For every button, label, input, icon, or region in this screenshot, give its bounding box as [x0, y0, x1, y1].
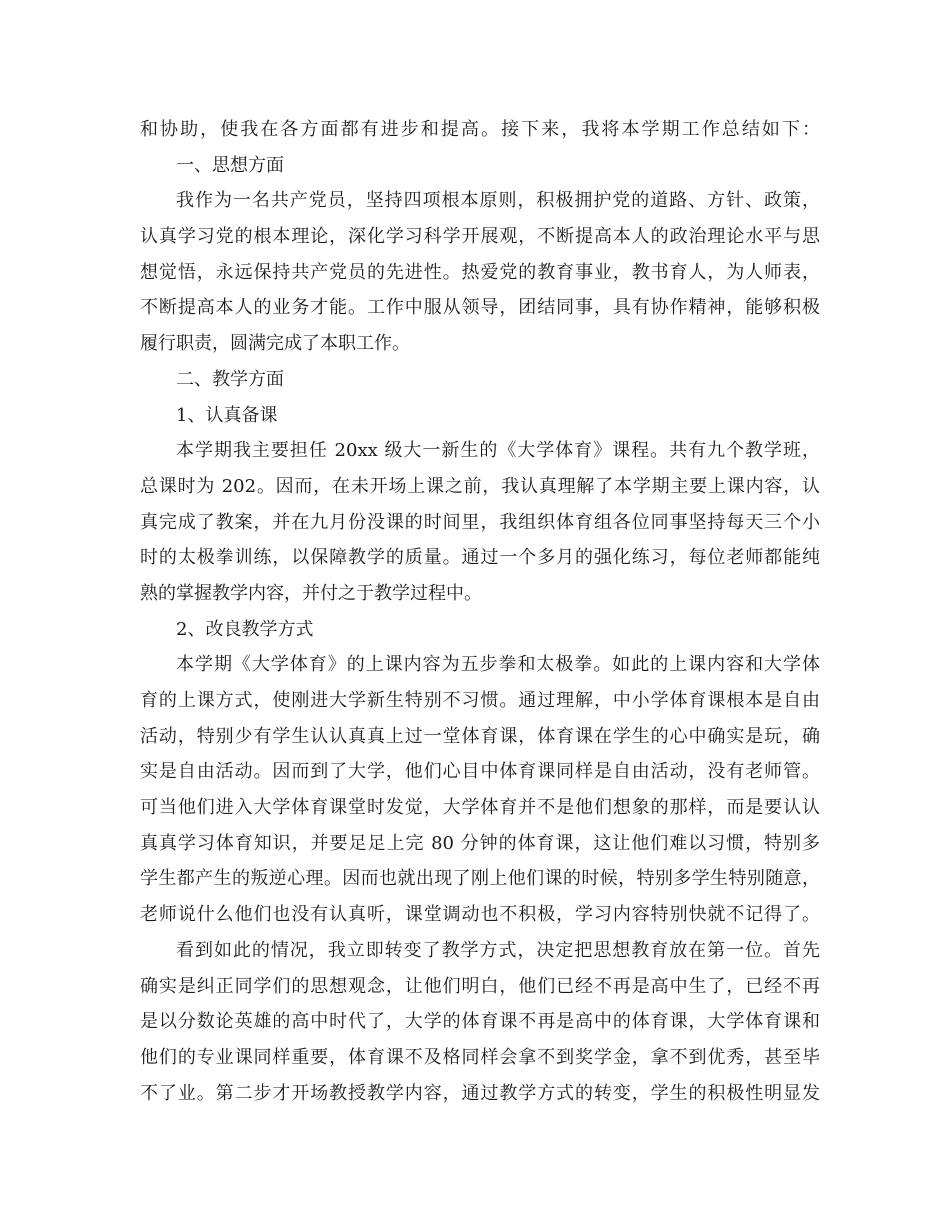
text-line: 熟的掌握教学内容，并付之于教学过程中。: [140, 582, 482, 604]
text-line: 本学期我主要担任 20xx 级大一新生的《大学体育》课程。共有九个教学班，: [176, 440, 820, 462]
text-line: 不了业。第二步才开场教授教学内容，通过教学方式的转变，学生的积极性明显发: [140, 1082, 820, 1104]
text-line: 活动，特别少有学生认认真真上过一堂体育课，体育课在学生的心中确实是玩，确: [140, 725, 820, 747]
text-line: 真完成了教案，并在九月份没课的时间里，我组织体育组各位同事坚持每天三个小: [140, 511, 820, 533]
text-line: 和协助，使我在各方面都有进步和提高。接下来，我将本学期工作总结如下：: [140, 119, 820, 140]
text-line: 可当他们进入大学体育课堂时发觉，大学体育并不是他们想象的那样，而是要认认: [140, 797, 820, 819]
text-line: 不断提高本人的业务才能。工作中服从领导，团结同事，具有协作精神，能够积极: [140, 297, 820, 319]
text-line: 看到如此的情况，我立即转变了教学方式，决定把思想教育放在第一位。首先: [176, 939, 820, 961]
text-line: 实是自由活动。因而到了大学，他们心目中体育课同样是自由活动，没有老师管。: [140, 761, 820, 783]
text-line: 二、教学方面: [176, 368, 284, 390]
text-line: 想觉悟，永远保持共产党员的先进性。热爱党的教育事业，教书育人，为人师表，: [140, 261, 820, 283]
text-line: 育的上课方式，使刚进大学新生特别不习惯。通过理解，中小学体育课根本是自由: [140, 690, 820, 711]
text-line: 我作为一名共产党员，坚持四项根本原则，积极拥护党的道路、方针、政策，: [176, 190, 820, 212]
text-line: 确实是纠正同学们的思想观念，让他们明白，他们已经不再是高中生了，已经不再: [140, 975, 820, 997]
text-line: 1、认真备课: [176, 404, 278, 426]
text-line: 认真学习党的根本理论，深化学习科学开展观，不断提高本人的政治理论水平与思: [140, 226, 820, 248]
text-line: 学生都产生的叛逆心理。因而也就出现了刚上他们课的时候，特别多学生特别随意，: [140, 868, 820, 890]
text-line: 一、思想方面: [176, 154, 284, 176]
text-line: 他们的专业课同样重要，体育课不及格同样会拿不到奖学金，拿不到优秀，甚至毕: [140, 1046, 820, 1068]
text-line: 是以分数论英雄的高中时代了，大学的体育课不再是高中的体育课，大学体育课和: [140, 1011, 820, 1033]
text-line: 总课时为 202。因而，在未开场上课之前，我认真理解了本学期主要上课内容，认: [140, 475, 820, 497]
text-line: 履行职责，圆满完成了本职工作。: [140, 333, 410, 355]
text-line: 时的太极拳训练，以保障教学的质量。通过一个多月的强化练习，每位老师都能纯: [140, 547, 820, 569]
text-line: 本学期《大学体育》的上课内容为五步拳和太极拳。如此的上课内容和大学体: [176, 654, 820, 676]
text-line: 真真学习体育知识，并要足足上完 80 分钟的体育课，这让他们难以习惯，特别多: [140, 832, 820, 854]
text-line: 老师说什么他们也没有认真听，课堂调动也不积极，学习内容特别快就不记得了。: [140, 904, 820, 926]
document-body: [140, 112, 820, 1111]
text-line: 2、改良教学方式: [176, 618, 314, 640]
